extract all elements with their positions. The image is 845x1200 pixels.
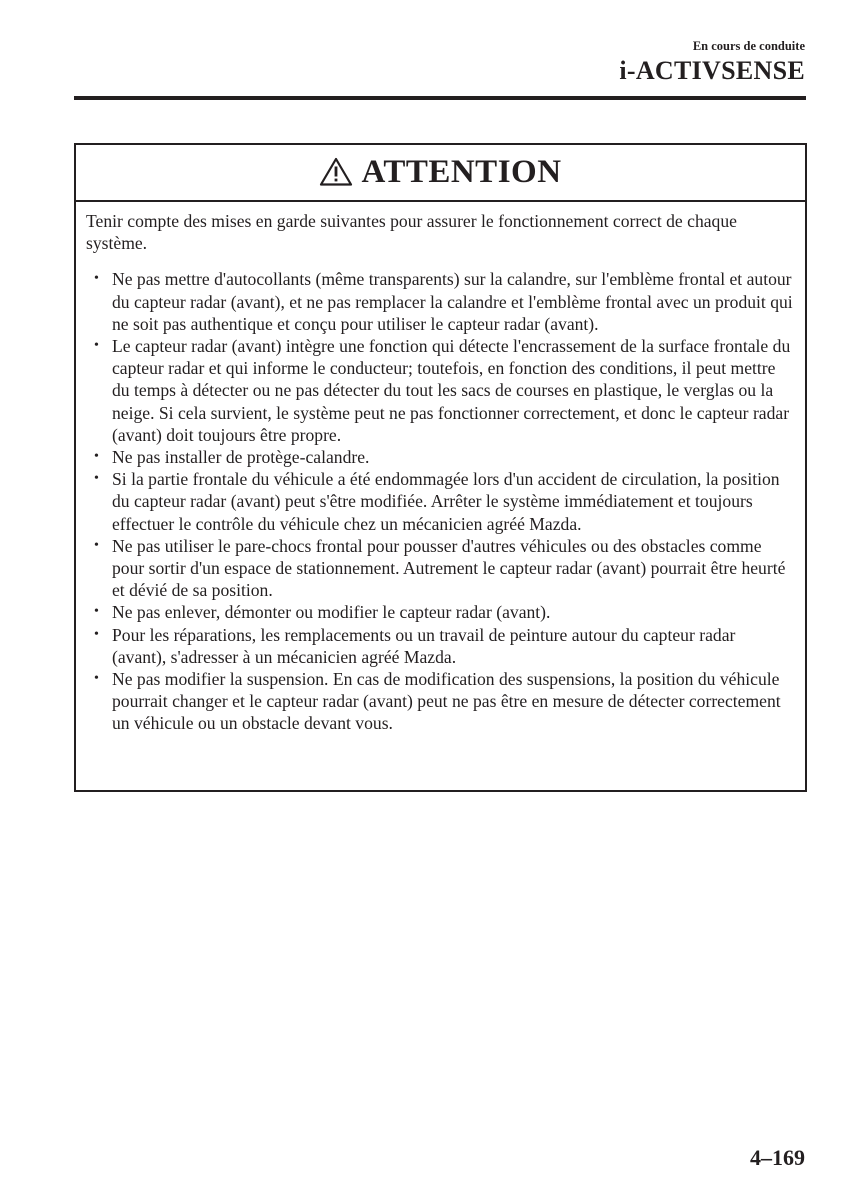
attention-body: [76, 202, 805, 735]
list-item-text: Ne pas installer de protège-calandre.: [112, 447, 370, 468]
list-item-text: Le capteur radar (avant) intègre une fonction qui détecte l'encrassement de la surface frontale du capteur radar et qui informe le conducteur; toutefois, en fonction des conditions, il peut mettre du temps à détecter ou ne pas détecter du tout les sacs de courses en plastique, le verglas ou la neige. Si cela survient, le système peut ne pas fonctionner correctement, et donc le capteur radar (avant) doit toujours être propre.: [112, 336, 791, 445]
page-header: [619, 38, 805, 86]
attention-box: [74, 143, 807, 792]
list-item-text: Ne pas mettre d'autocollants (même transparents) sur la calandre, sur l'emblème frontal et autour du capteur radar (avant), et ne pas remplacer la calandre et l'emblème frontal avec un produit qui ne soit pas authentique et conçu pour utiliser le capteur radar (avant).: [112, 269, 793, 334]
attention-intro: Tenir compte des mises en garde suivantes pour assurer le fonctionnement correct de chaque système.: [86, 211, 737, 254]
list-item: [86, 601, 793, 623]
list-item-text: Ne pas enlever, démonter ou modifier le capteur radar (avant).: [112, 602, 551, 623]
list-item: [86, 535, 793, 602]
attention-list: [86, 268, 793, 734]
page-number: 4–169: [750, 1145, 805, 1170]
list-item: [86, 446, 793, 468]
bullet: •: [94, 449, 99, 465]
list-item: [86, 624, 793, 668]
warning-triangle-icon: [319, 157, 353, 187]
bullet: •: [94, 471, 99, 487]
list-item: [86, 268, 793, 335]
list-item: [86, 668, 793, 735]
bullet: •: [94, 626, 99, 642]
chapter-title: i-ACTIVSENSE: [619, 56, 805, 85]
list-item-text: Ne pas utiliser le pare-chocs frontal pour pousser d'autres véhicules ou des obstacles comme pour sortir d'un espace de stationnement. Autrement le capteur radar (avant) pourrait être heurté et dévié de sa position.: [112, 535, 786, 601]
bullet: •: [94, 338, 99, 354]
bullet: •: [94, 671, 99, 687]
attention-title: ATTENTION: [361, 154, 562, 190]
list-item-text: Si la partie frontale du véhicule a été endommagée lors d'un accident de circulation, la position du capteur radar (avant) peut s'être modifiée. Arrêter le système immédiatement et toujours effectuer le contrôle du véhicule chez un mécanicien agréé Mazda.: [112, 469, 780, 534]
list-item: [86, 468, 793, 535]
attention-header: [76, 145, 805, 202]
header-rule: [74, 96, 806, 100]
section-title: En cours de conduite: [692, 39, 805, 53]
bullet: •: [94, 604, 99, 620]
list-item-text: Pour les réparations, les remplacements ou un travail de peinture autour du capteur radar (avant), s'adresser à un mécanicien agréé Mazda.: [112, 624, 736, 667]
bullet: •: [94, 271, 99, 287]
list-item-text: Ne pas modifier la suspension. En cas de modification des suspensions, la position du véhicule pourrait changer et le capteur radar (avant) peut ne pas être en mesure de détecter correctement un véhicule ou un obstacle devant vous.: [112, 669, 781, 734]
list-item: [86, 335, 793, 446]
bullet: •: [94, 537, 99, 553]
